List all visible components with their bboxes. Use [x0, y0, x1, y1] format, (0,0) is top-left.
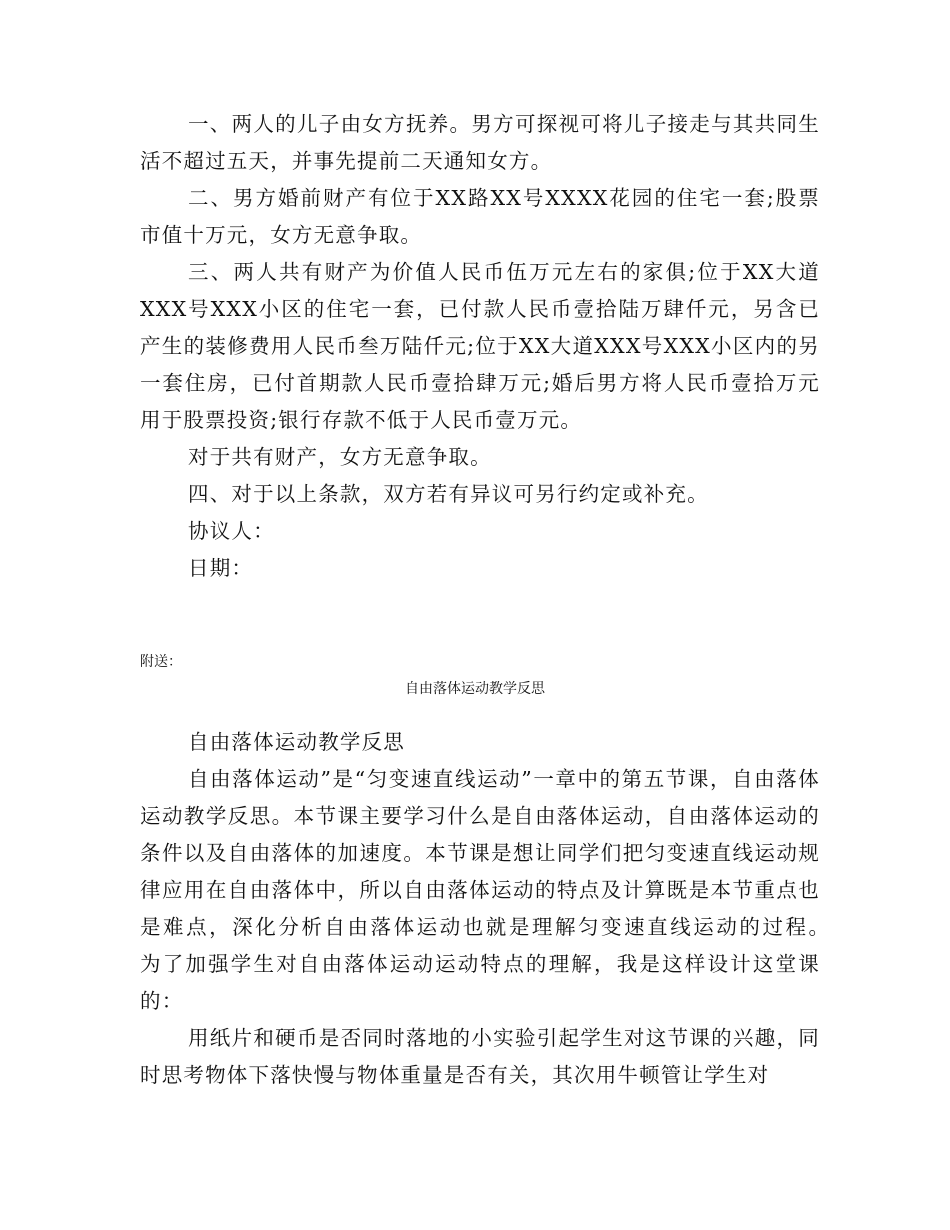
- clause-joint-property: 三、两人共有财产为价值人民币伍万元左右的家俱;位于XX大道XXX号XXX小区的住宅一套，已付款人民币壹拾陆万肆仟元，另含已产生的装修费用人民币叁万陆仟元;位于XX大道XXX号XXX小区内的另一套住房，已付首期款人民币壹拾肆万元;婚后男方将人民币壹拾万元用于股票投资;银行存款不低于人民币壹万元。: [140, 260, 820, 432]
- attachment-label: 附送：: [140, 654, 182, 670]
- reflection-heading: 自由落体运动教学反思: [188, 730, 405, 754]
- date-label: 日期：: [188, 556, 254, 580]
- clause-custody: 一、两人的儿子由女方抚养。男方可探视可将儿子接走与其共同生活不超过五天，并事先提前二天通知女方。: [140, 112, 820, 173]
- reflection-paragraph: 自由落体运动”是“匀变速直线运动”一章中的第五节课，自由落体运动教学反思。本节课主要学习什么是自由落体运动，自由落体运动的条件以及自由落体的加速度。本节课是想让同学们把匀变速直线运动规律应用在自由落体中，所以自由落体运动的特点及计算既是本节重点也是难点，深化分析自由落体运动也就是理解匀变速直线运动的过程。 为了加强学生对自由落体运动运动特点的理解，我是这样设计这堂课的：: [140, 767, 842, 1013]
- clause-premarital-property: 二、男方婚前财产有位于XX路XX号XXXX花园的住宅一套;股票市值十万元，女方无意争取。: [140, 186, 820, 247]
- clause-amendments: 四、对于以上条款，双方若有异议可另行约定或补充。: [188, 482, 709, 506]
- reflection-body: [140, 724, 842, 1094]
- reflection-paragraph: 用纸片和硬币是否同时落地的小实验引起学生对这节课的兴趣，同时思考物体下落快慢与物体重量是否有关，其次用牛顿管让学生对: [140, 1026, 820, 1087]
- attachment-title: 自由落体运动教学反思: [405, 681, 545, 697]
- agreement-clauses: [140, 106, 820, 587]
- signatories-label: 协议人：: [188, 519, 275, 543]
- clause-joint-property-waiver: 对于共有财产，女方无意争取。: [188, 445, 492, 469]
